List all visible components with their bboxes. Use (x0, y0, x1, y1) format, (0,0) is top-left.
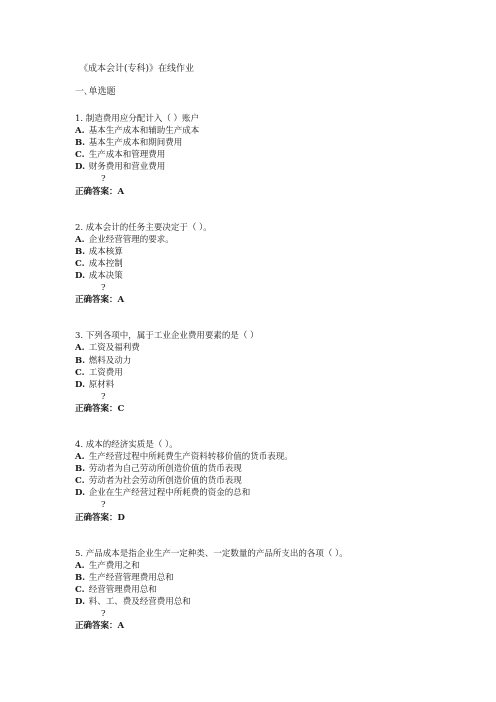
option-letter: B. (75, 246, 86, 257)
answer-value: A (117, 186, 125, 197)
answer-label: 正确答案： (75, 621, 118, 632)
option-text: 成本决策 (88, 271, 123, 282)
answer-value: C (117, 403, 125, 414)
question-mark: ? (101, 391, 106, 402)
option-b (75, 246, 475, 258)
correct-answer (75, 294, 475, 306)
option-letter: C. (75, 150, 85, 161)
question-mark: ? (101, 609, 106, 620)
question-stem: 4. 成本的经济实质是（ ）。 (75, 439, 178, 450)
answer-label: 正确答案： (75, 186, 118, 197)
option-d (75, 487, 475, 499)
question-stem: 1. 制造费用应分配计入（ ）账户 (75, 114, 200, 124)
option-letter: C. (75, 584, 85, 595)
question-stem: 2. 成本会计的任务主要决定于（ ）。 (75, 222, 212, 233)
option-text: 劳动者为自己劳动所创造价值的货币表现 (88, 464, 242, 475)
option-text: 生产成本和管理费用 (88, 150, 166, 161)
option-letter: D. (75, 379, 86, 390)
option-letter: C. (75, 367, 85, 378)
option-text: 成本核算 (88, 246, 123, 257)
option-letter: A. (75, 126, 85, 137)
question-stem: 5. 产品成本是指企业生产一定种类、一定数量的产品所支出的各项（ ）。 (75, 548, 348, 559)
option-d (75, 379, 475, 391)
option-text: 企业在生产经营过程中所耗费的资金的总和 (88, 488, 251, 499)
option-letter: A. (75, 234, 85, 245)
option-text: 劳动者为社会劳动所创造价值的货币表现 (88, 476, 242, 487)
option-c (75, 475, 475, 487)
section-heading: 一､单选题 (75, 87, 116, 97)
answer-value: D (117, 512, 125, 523)
option-text: 基本生产成本和辅助生产成本 (88, 126, 200, 137)
option-a (75, 125, 475, 137)
question-4 (75, 439, 475, 524)
question-1 (75, 113, 475, 198)
answer-label: 正确答案： (75, 403, 118, 414)
option-c (75, 367, 475, 379)
answer-label: 正确答案： (75, 295, 118, 306)
option-text: 生产经营管理费用总和 (88, 572, 174, 583)
option-letter: B. (75, 572, 86, 583)
question-5 (75, 548, 475, 633)
option-c (75, 584, 475, 596)
question-3 (75, 330, 475, 415)
option-letter: B. (75, 355, 86, 366)
option-d (75, 596, 475, 608)
option-letter: A. (75, 343, 85, 354)
option-a (75, 342, 475, 354)
option-b (75, 137, 475, 149)
question-mark: ? (101, 174, 106, 185)
option-b (75, 463, 475, 475)
option-text: 成本控制 (88, 258, 123, 269)
option-text: 燃料及动力 (88, 355, 132, 366)
question-stem: 3. 下列各项中，属于工业企业费用要素的是（ ） (75, 331, 259, 342)
option-letter: D. (75, 162, 86, 173)
option-letter: A. (75, 452, 85, 463)
option-letter: D. (75, 597, 86, 607)
option-text: 原材料 (88, 379, 115, 390)
option-letter: B. (75, 138, 86, 149)
option-letter: A. (75, 560, 85, 571)
option-text: 基本生产成本和期间费用 (88, 138, 183, 149)
option-text: 生产费用之和 (88, 560, 140, 571)
answer-value: A (117, 621, 125, 632)
option-letter: D. (75, 271, 86, 282)
correct-answer (75, 403, 475, 415)
option-d (75, 161, 475, 173)
option-b (75, 572, 475, 584)
question-2 (75, 222, 475, 307)
option-text: 企业经营管理的要求。 (88, 234, 174, 245)
option-letter: D. (75, 488, 86, 499)
question-list (75, 113, 475, 656)
option-a (75, 234, 475, 246)
option-text: 工资及福利费 (88, 343, 140, 354)
option-a (75, 560, 475, 572)
option-text: 料、工、费及经营费用总和 (88, 597, 191, 607)
question-mark: ? (101, 500, 106, 511)
option-b (75, 355, 475, 367)
option-text: 经营管理费用总和 (88, 584, 157, 595)
answer-value: A (117, 295, 125, 306)
option-letter: B. (75, 464, 86, 475)
option-letter: C. (75, 476, 85, 487)
document-title: 《成本会计(专科)》在线作业 (79, 64, 195, 74)
option-text: 财务费用和营业费用 (88, 162, 166, 173)
option-text: 工资费用 (88, 367, 123, 378)
question-mark: ? (101, 283, 106, 294)
option-c (75, 258, 475, 270)
option-a (75, 451, 475, 463)
option-letter: C. (75, 258, 85, 269)
option-text: 生产经营过程中所耗费生产资料转移价值的货币表现。 (88, 452, 293, 463)
option-d (75, 270, 475, 282)
answer-label: 正确答案： (75, 512, 118, 523)
correct-answer (75, 512, 475, 524)
correct-answer (75, 186, 475, 198)
correct-answer (75, 620, 475, 632)
option-c (75, 149, 475, 161)
